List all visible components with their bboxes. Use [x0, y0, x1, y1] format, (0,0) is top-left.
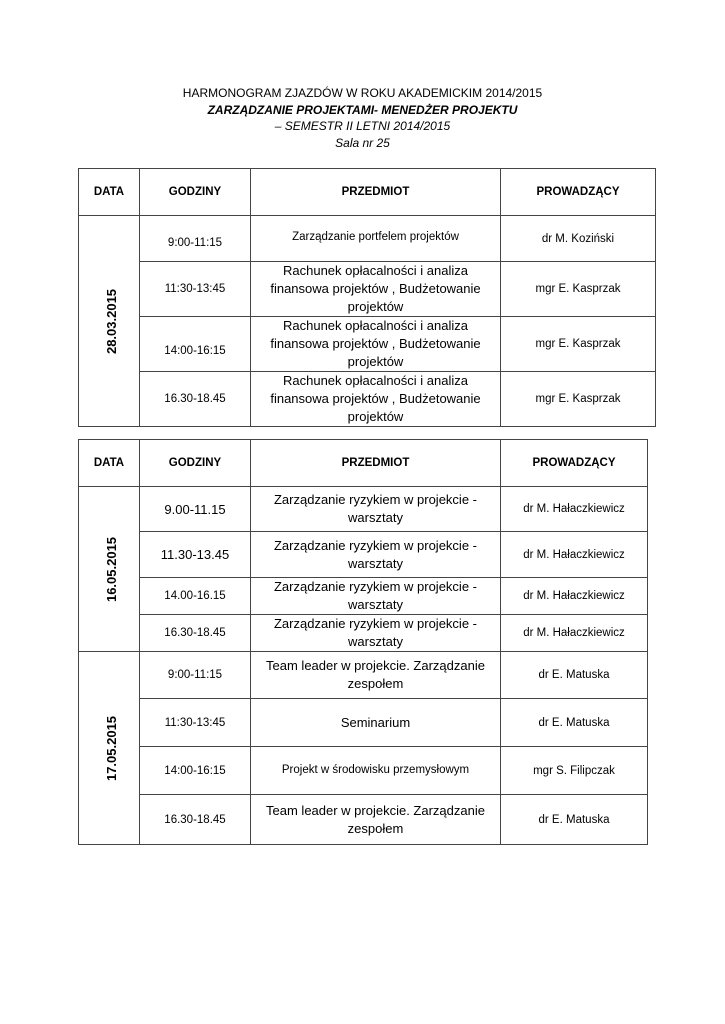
lecturer-cell: dr E. Matuska: [501, 652, 648, 699]
table-row: [79, 262, 656, 317]
table-row: [79, 532, 648, 578]
hours-cell: 16.30-18.45: [140, 615, 251, 652]
subject-cell: Team leader w projekcie. Zarządzanie zespołem: [251, 652, 501, 699]
subject-cell: Rachunek opłacalności i analiza finansowa projektów , Budżetowanie projektów: [251, 317, 501, 372]
column-header-hours: GODZINY: [140, 440, 251, 487]
header-title: HARMONOGRAM ZJAZDÓW W ROKU AKADEMICKIM 2014/2015: [182, 86, 543, 100]
lecturer-cell: dr E. Matuska: [501, 699, 648, 747]
hours-cell: 9:00-11:15: [140, 652, 251, 699]
date-label: 16.05.2015: [104, 536, 120, 602]
hours-cell: 11:30-13:45: [140, 699, 251, 747]
lecturer-cell: mgr E. Kasprzak: [501, 372, 656, 427]
table-row: [79, 578, 648, 615]
lecturer-cell: dr M. Hałaczkiewicz: [501, 532, 648, 578]
header-program: ZARZĄDZANIE PROJEKTAMI- MENEDŻER PROJEKTU: [207, 102, 518, 117]
lecturer-cell: mgr S. Filipczak: [501, 747, 648, 795]
subject-cell: Rachunek opłacalności i analiza finansowa projektów , Budżetowanie projektów: [251, 372, 501, 427]
lecturer-cell: dr M. Koziński: [501, 216, 656, 262]
date-cell: [79, 487, 140, 652]
subject-cell: Zarządzanie portfelem projektów: [251, 216, 501, 262]
column-header-date: DATA: [79, 440, 140, 487]
table-row: [79, 795, 648, 845]
schedule-table-1: [78, 168, 656, 427]
hours-cell: 11.30-13.45: [140, 532, 251, 578]
hours-cell: 14:00-16:15: [140, 317, 251, 372]
subject-cell: Zarządzanie ryzykiem w projekcie - warsztaty: [251, 578, 501, 615]
lecturer-cell: mgr E. Kasprzak: [501, 262, 656, 317]
table-row: [79, 615, 648, 652]
column-header-date: DATA: [79, 169, 140, 216]
hours-cell: 9:00-11:15: [140, 216, 251, 262]
table-row: [79, 372, 656, 427]
lecturer-cell: mgr E. Kasprzak: [501, 317, 656, 372]
subject-cell: Zarządzanie ryzykiem w projekcie - warsztaty: [251, 487, 501, 532]
subject-cell: Zarządzanie ryzykiem w projekcie - warsztaty: [251, 532, 501, 578]
subject-cell: Team leader w projekcie. Zarządzanie zespołem: [251, 795, 501, 845]
hours-cell: 16.30-18.45: [140, 372, 251, 427]
hours-cell: 14:00-16:15: [140, 747, 251, 795]
table-row: [79, 487, 648, 532]
lecturer-cell: dr M. Hałaczkiewicz: [501, 578, 648, 615]
subject-cell: Seminarium: [251, 699, 501, 747]
document-header: [0, 85, 725, 151]
hours-cell: 16.30-18.45: [140, 795, 251, 845]
lecturer-cell: dr M. Hałaczkiewicz: [501, 487, 648, 532]
column-header-subject: PRZEDMIOT: [251, 169, 501, 216]
column-header-lecturer: PROWADZĄCY: [501, 440, 648, 487]
table-row: [79, 216, 656, 262]
table-row: [79, 652, 648, 699]
schedule-table-2: [78, 439, 648, 845]
date-label: 28.03.2015: [104, 288, 120, 354]
lecturer-cell: dr E. Matuska: [501, 795, 648, 845]
header-semester: – SEMESTR II LETNI 2014/2015: [274, 119, 451, 133]
column-header-subject: PRZEDMIOT: [251, 440, 501, 487]
table-row: [79, 699, 648, 747]
header-room: Sala nr 25: [335, 135, 390, 150]
date-cell: [79, 652, 140, 845]
subject-cell: Zarządzanie ryzykiem w projekcie - warsztaty: [251, 615, 501, 652]
table-row: [79, 747, 648, 795]
hours-cell: 14.00-16.15: [140, 578, 251, 615]
date-label: 17.05.2015: [104, 715, 120, 781]
column-header-lecturer: PROWADZĄCY: [501, 169, 656, 216]
subject-cell: Rachunek opłacalności i analiza finansowa projektów , Budżetowanie projektów: [251, 262, 501, 317]
table-header-row: [79, 169, 656, 216]
table-header-row: [79, 440, 648, 487]
lecturer-cell: dr M. Hałaczkiewicz: [501, 615, 648, 652]
column-header-hours: GODZINY: [140, 169, 251, 216]
date-cell: [79, 216, 140, 427]
hours-cell: 11:30-13:45: [140, 262, 251, 317]
table-row: [79, 317, 656, 372]
hours-cell: 9.00-11.15: [140, 487, 251, 532]
subject-cell: Projekt w środowisku przemysłowym: [251, 747, 501, 795]
